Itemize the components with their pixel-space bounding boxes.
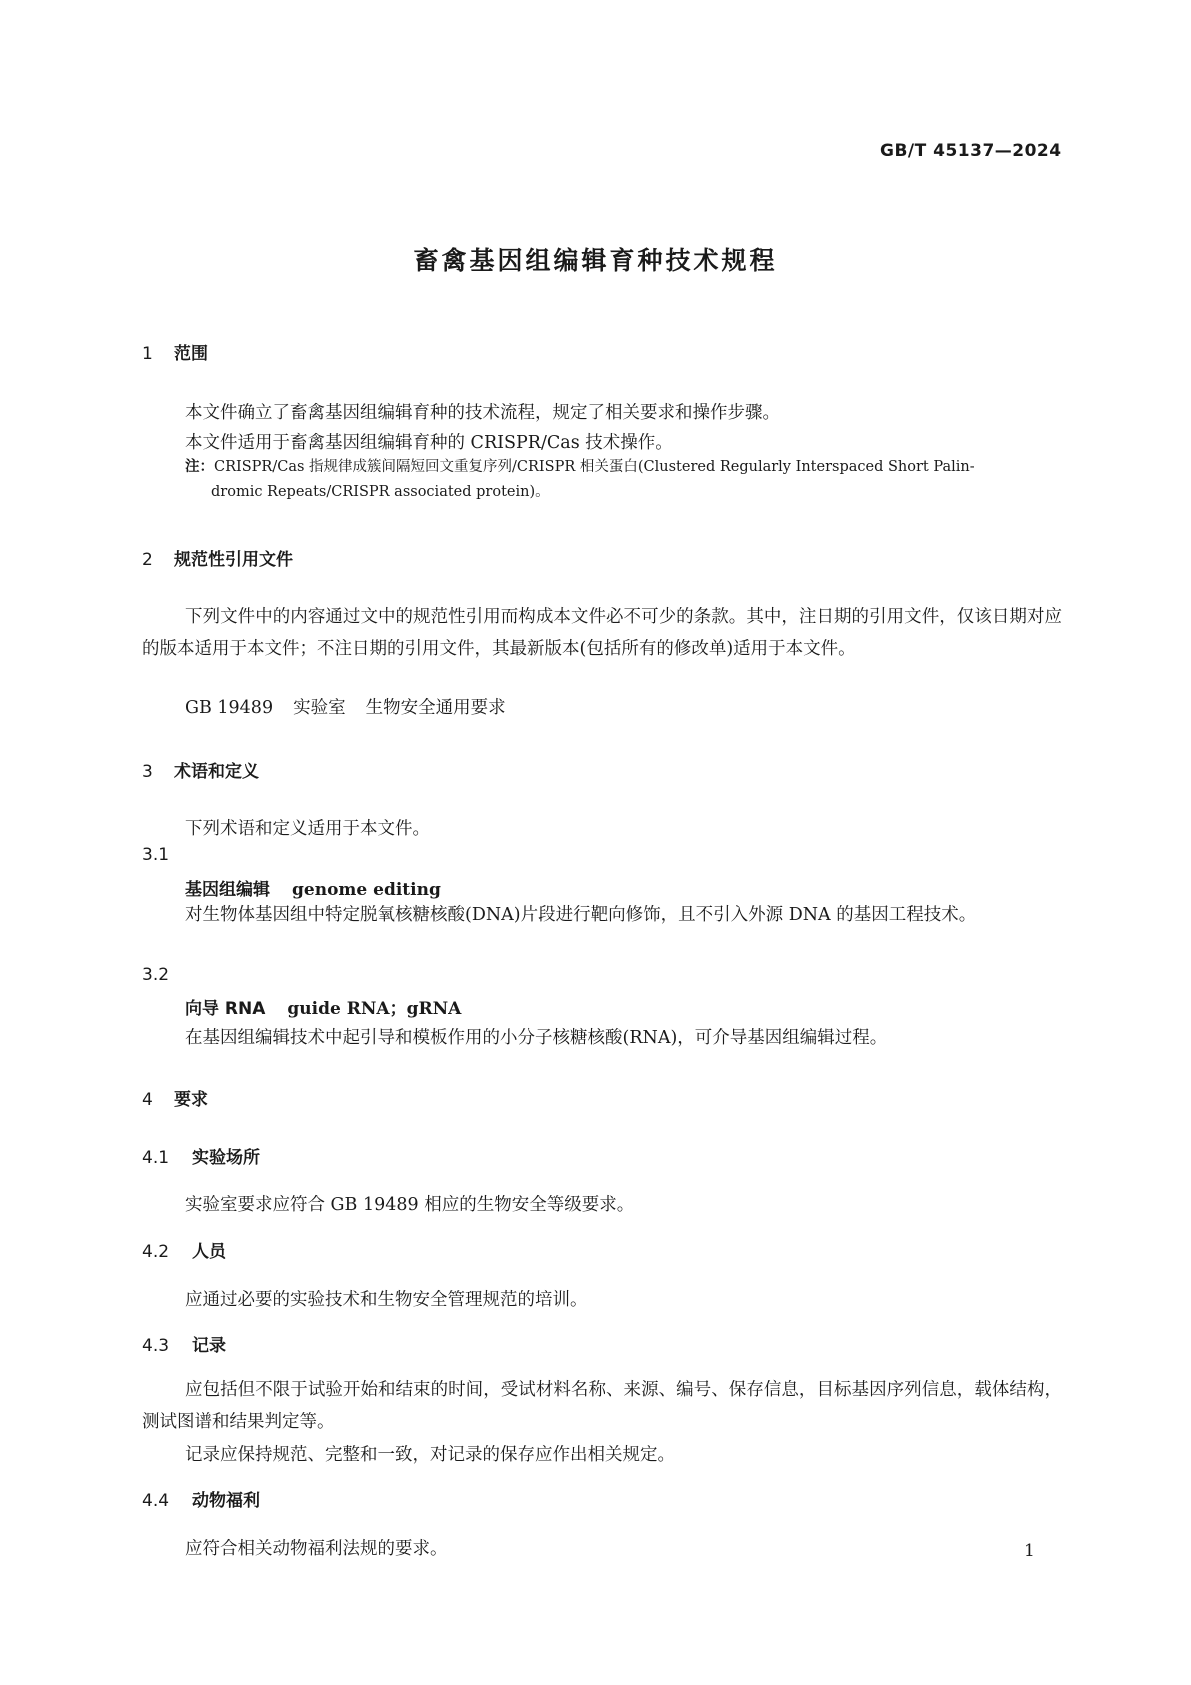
section-title: 术语和定义	[174, 762, 259, 782]
subsection-4-3-heading	[142, 1331, 226, 1356]
note-label: 注：	[185, 459, 214, 475]
section-4-heading	[142, 1085, 208, 1110]
section-title: 要求	[174, 1090, 208, 1110]
subsection-number: 4.1	[142, 1148, 170, 1168]
paragraph: 记录应保持规范、完整和一致，对记录的保存应作出相关规定。	[185, 1445, 675, 1465]
section-title: 规范性引用文件	[174, 550, 293, 570]
page-title: 畜禽基因组编辑育种技术规程	[413, 246, 778, 275]
note	[185, 455, 1062, 505]
term-zh: 向导 RNA	[185, 999, 266, 1019]
page-number: 1	[1024, 1541, 1035, 1561]
term-entry	[185, 875, 441, 900]
note-text: CRISPR/Cas 指规律成簇间隔短回文重复序列/CRISPR 相关蛋白(Clustered Regularly Interspaced Short Palin-	[214, 459, 975, 475]
note-text: dromic Repeats/CRISPR associated protein)。	[211, 484, 550, 500]
term-definition	[142, 899, 1062, 931]
paragraph: 应通过必要的实验技术和生物安全管理规范的培训。	[185, 1290, 588, 1310]
section-number: 3	[142, 762, 153, 782]
paragraph	[142, 1374, 1062, 1438]
subsection-title: 人员	[192, 1242, 226, 1262]
term-en: guide RNA；gRNA	[287, 999, 462, 1019]
document-number: GB/T 45137—2024	[880, 141, 1062, 161]
reference-title-part: 实验室	[293, 698, 346, 718]
term-number: 3.2	[142, 965, 170, 985]
section-title: 范围	[174, 344, 208, 364]
normative-reference	[185, 694, 526, 719]
subsection-title: 记录	[192, 1336, 226, 1356]
paragraph-text: 下列文件中的内容通过文中的规范性引用而构成本文件必不可少的条款。其中，注日期的引用文件，仅该日期对应的版本适用于本文件；不注日期的引用文件，其最新版本(包括所有的修改单)适用于本文件。	[142, 607, 1062, 659]
section-3-heading	[142, 757, 259, 782]
section-number: 2	[142, 550, 153, 570]
subsection-4-2-heading	[142, 1237, 226, 1262]
section-2-heading	[142, 545, 293, 570]
subsection-title: 动物福利	[192, 1491, 260, 1511]
paragraph: 实验室要求应符合 GB 19489 相应的生物安全等级要求。	[185, 1195, 635, 1215]
subsection-title: 实验场所	[192, 1148, 260, 1168]
section-1-heading	[142, 339, 208, 364]
subsection-number: 4.4	[142, 1491, 170, 1511]
paragraph	[142, 601, 1062, 665]
reference-title-part: 生物安全通用要求	[365, 698, 506, 718]
subsection-number: 4.2	[142, 1242, 170, 1262]
section-number: 4	[142, 1090, 153, 1110]
term-zh: 基因组编辑	[185, 880, 270, 900]
paragraph: 下列术语和定义适用于本文件。	[185, 819, 430, 839]
subsection-4-1-heading	[142, 1143, 260, 1168]
term-en: genome editing	[292, 880, 441, 900]
paragraph: 本文件确立了畜禽基因组编辑育种的技术流程，规定了相关要求和操作步骤。	[185, 403, 780, 423]
subsection-number: 4.3	[142, 1336, 170, 1356]
term-number: 3.1	[142, 845, 170, 865]
section-number: 1	[142, 344, 153, 364]
term-entry	[185, 994, 461, 1019]
definition-text: 对生物体基因组中特定脱氧核糖核酸(DNA)片段进行靶向修饰，且不引入外源 DNA 的基因工程技术。	[185, 905, 977, 925]
term-definition: 在基因组编辑技术中起引导和模板作用的小分子核糖核酸(RNA)，可介导基因组编辑过程。	[185, 1028, 888, 1048]
reference-code: GB 19489	[185, 698, 274, 718]
paragraph: 应符合相关动物福利法规的要求。	[185, 1539, 448, 1559]
paragraph-text: 应包括但不限于试验开始和结束的时间，受试材料名称、来源、编号、保存信息，目标基因序列信息，载体结构，测试图谱和结果判定等。	[142, 1380, 1062, 1432]
paragraph: 本文件适用于畜禽基因组编辑育种的 CRISPR/Cas 技术操作。	[185, 433, 673, 453]
subsection-4-4-heading	[142, 1486, 260, 1511]
